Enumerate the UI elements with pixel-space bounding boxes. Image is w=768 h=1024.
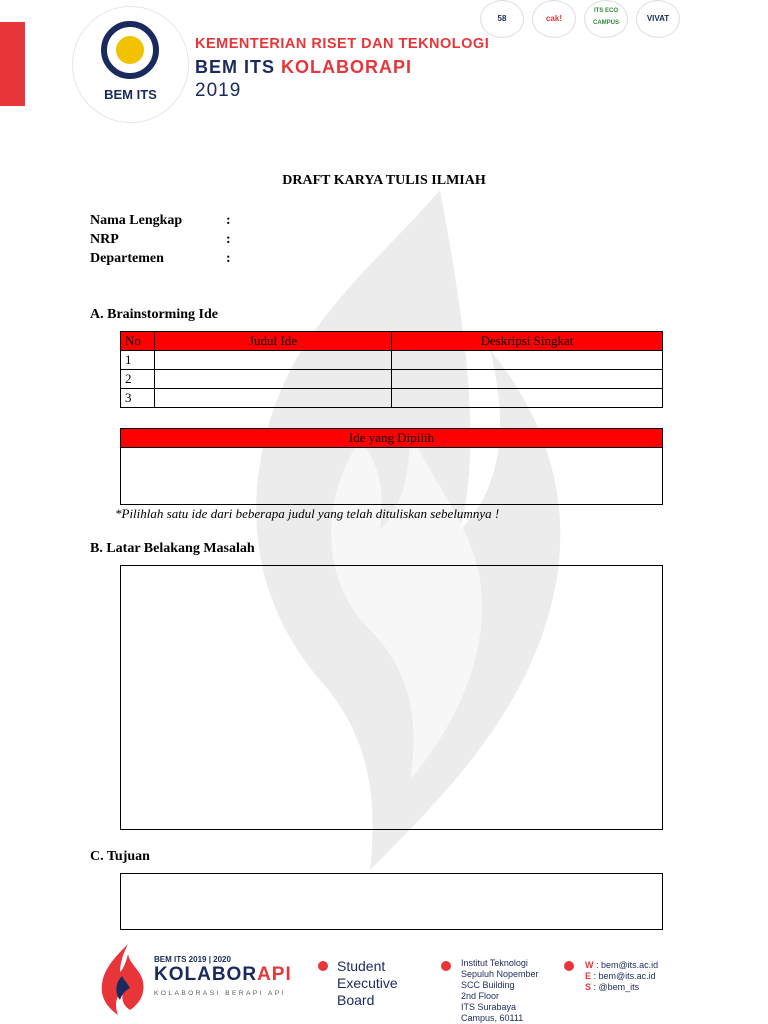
deskripsi-cell[interactable] [392, 351, 663, 370]
logo-text: BEM ITS [104, 87, 157, 102]
footer-tagline: KOLABORASI BERAPI API [154, 990, 286, 997]
eco-campus-badge: ITS ECO CAMPUS [584, 0, 628, 38]
contact-social: S : @bem_its [585, 982, 640, 992]
table-header-row [121, 332, 663, 351]
ministry-title: KEMENTERIAN RISET DAN TEKNOLOGI [195, 36, 490, 52]
field-label-departemen: Departemen [90, 251, 164, 266]
its-58-badge: 58 [480, 0, 524, 38]
address-line: ITS Surabaya [461, 1002, 517, 1012]
instruction-note: *Pilihlah satu ide dari beberapa judul yang telah dituliskan sebelumnya ! [115, 506, 500, 521]
judul-cell[interactable] [155, 370, 392, 389]
address-line: SCC Building [461, 980, 515, 990]
address-line: Sepuluh Nopember [461, 969, 539, 979]
torch-emblem-icon [116, 36, 144, 64]
bullet-dot-icon [564, 961, 574, 971]
row-number: 1 [121, 351, 155, 370]
gear-icon [101, 21, 159, 79]
document-title: DRAFT KARYA TULIS ILMIAH [282, 173, 486, 188]
vivat-badge: VIVAT [636, 0, 680, 38]
contact-email-value[interactable]: : bem@its.ac.id [593, 971, 656, 981]
judul-cell[interactable] [155, 389, 392, 408]
seb-line: Board [337, 992, 375, 1008]
brainstorming-table [120, 331, 663, 408]
footer-brand-part1: KOLABOR [154, 964, 258, 985]
chosen-idea-table [120, 428, 663, 505]
chosen-idea-cell[interactable] [121, 448, 663, 505]
bem-its-logo [72, 6, 189, 123]
contact-email: E : bem@its.ac.id [585, 971, 656, 981]
chosen-idea-header-row [121, 429, 663, 448]
footer-address [461, 958, 539, 1024]
footer-contacts [585, 960, 658, 993]
deskripsi-cell[interactable] [392, 389, 663, 408]
chosen-idea-header: Ide yang Dipilih [121, 429, 663, 448]
deskripsi-cell[interactable] [392, 370, 663, 389]
field-label-nrp: NRP [90, 232, 119, 247]
row-number: 2 [121, 370, 155, 389]
field-colon-nama: : [226, 213, 231, 228]
judul-cell[interactable] [155, 351, 392, 370]
footer-brand [154, 964, 292, 986]
contact-web: W : bem@its.ac.id [585, 960, 659, 970]
tujuan-box[interactable] [120, 873, 663, 930]
bullet-dot-icon [318, 961, 328, 971]
col-header-no: No [121, 332, 155, 351]
section-b-heading: B. Latar Belakang Masalah [90, 541, 255, 556]
table-row [121, 389, 663, 408]
seb-line: Executive [337, 975, 398, 991]
section-c-heading: C. Tujuan [90, 849, 150, 864]
address-line: 2nd Floor [461, 991, 500, 1001]
field-colon-nrp: : [226, 232, 231, 247]
cabinet-title-part2: KOLABORAPI [281, 57, 413, 77]
section-a-heading: A. Brainstorming Ide [90, 307, 218, 322]
row-number: 3 [121, 389, 155, 408]
bullet-dot-icon [441, 961, 451, 971]
col-header-deskripsi: Deskripsi Singkat [392, 332, 663, 351]
student-executive-board [337, 958, 398, 1009]
kolaborapi-flame-icon [98, 942, 148, 1017]
seb-line: Student [337, 958, 386, 974]
address-line: Institut Teknologi [461, 958, 528, 968]
table-row [121, 351, 663, 370]
footer-brand-part2: API [257, 964, 292, 985]
latar-belakang-box[interactable] [120, 565, 663, 830]
table-row [121, 370, 663, 389]
header-accent-bar [0, 22, 25, 106]
cak-badge: cak! [532, 0, 576, 38]
footer-period: BEM ITS 2019 | 2020 [154, 955, 231, 964]
field-label-nama: Nama Lengkap [90, 213, 183, 228]
cabinet-year: 2019 [195, 80, 242, 101]
col-header-judul: Judul Ide [155, 332, 392, 351]
chosen-idea-row [121, 448, 663, 505]
cabinet-title-part1: BEM ITS [195, 57, 282, 77]
cabinet-title [195, 57, 412, 78]
field-colon-departemen: : [226, 251, 231, 266]
contact-social-value[interactable]: : @bem_its [593, 982, 640, 992]
contact-web-value[interactable]: : bem@its.ac.id [596, 960, 659, 970]
address-line: Campus, 60111 [461, 1013, 524, 1023]
